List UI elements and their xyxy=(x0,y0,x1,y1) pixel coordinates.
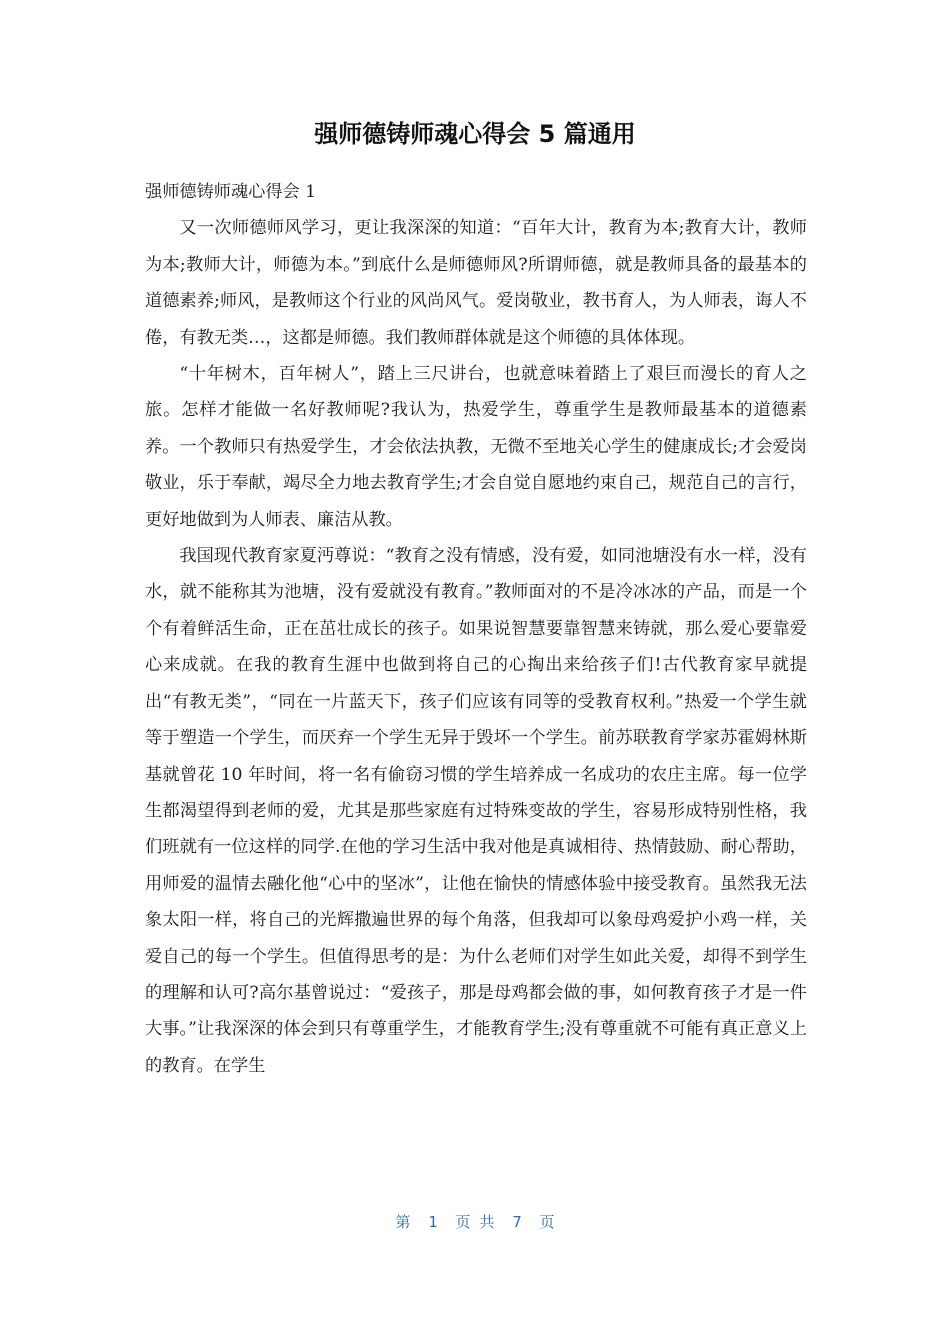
page-number-footer: 第 1 页 共 7 页 xyxy=(395,1213,555,1231)
document-title: 强师德铸师魂心得会 5 篇通用 xyxy=(314,120,636,148)
paragraph-1: 又一次师德师风学习，更让我深深的知道：“百年大计，教育为本;教育大计，教师为本;教师大计，师德为本。”到底什么是师德师风?所谓师德，就是教师具备的最基本的道德素养;师风，是教师这个行业的风尚风气。爱岗敬业，教书育人，为人师表，诲人不倦，有教无类…，这都是师德。我们教师群体就是这个师德的具体体现。 xyxy=(145,218,807,348)
paragraph-3: 我国现代教育家夏沔尊说：“教育之没有情感，没有爱，如同池塘没有水一样，没有水，就不能称其为池塘，没有爱就没有教育。”教师面对的不是冷冰冰的产品，而是一个个有着鲜活生命，正在茁壮成长的孩子。如果说智慧要靠智慧来铸就，那么爱心要靠爱心来成就。在我的教育生涯中也做到将自己的心掏出来给孩子们!古代教育家早就提出“有教无类”，“同在一片蓝天下，孩子们应该有同等的受教育权利。”热爱一个学生就等于塑造一个学生，而厌弃一个学生无异于毁坏一个学生。前苏联教育学家苏霍姆林斯基就曾花 10 年时间，将一名有偷窃习惯的学生培养成一名成功的农庄主席。每一位学生都渴望得到老师的爱，尤其是那些家庭有过特殊变故的学生，容易形成特别性格，我们班就有一位这样的同学.在他的学习生活中我对他是真诚相待、热情鼓励、耐心帮助，用师爱的温情去融化他“心中的坚冰”，让他在愉快的情感体验中接受教育。虽然我无法象太阳一样，将自己的光辉撒遍世界的每个角落，但我却可以象母鸡爱护小鸡一样，关爱自己的每一个学生。但值得思考的是：为什么老师们对学生如此关爱，却得不到学生的理解和认可?高尔基曾说过：“爱孩子，那是母鸡都会做的事，如何教育孩子才是一件大事。”让我深深的体会到只有尊重学生，才能教育学生;没有尊重就不可能有真正意义上的教育。在学生 xyxy=(145,546,807,1076)
paragraph-2: “十年树木，百年树人”，踏上三尺讲台，也就意味着踏上了艰巨而漫长的育人之旅。怎样才能做一名好教师呢?我认为，热爱学生，尊重学生是教师最基本的道德素养。一个教师只有热爱学生，才会依法执教，无微不至地关心学生的健康成长;才会爱岗敬业，乐于奉献，竭尽全力地去教育学生;才会自觉自愿地约束自己，规范自己的言行，更好地做到为人师表、廉洁从教。 xyxy=(145,364,807,530)
document-body xyxy=(145,174,807,1084)
section-title: 强师德铸师魂心得会 1 xyxy=(145,182,317,202)
